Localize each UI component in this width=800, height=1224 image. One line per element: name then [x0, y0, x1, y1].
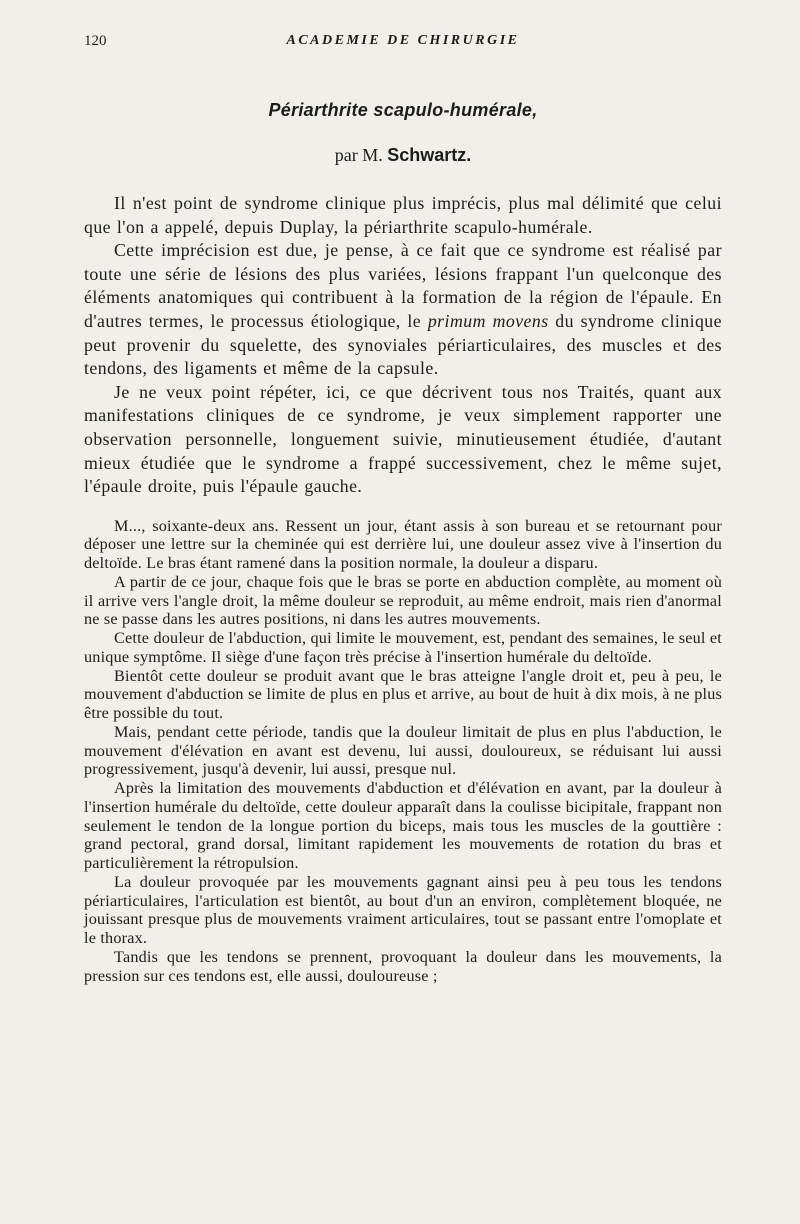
byline	[84, 145, 722, 166]
case-paragraph-2: A partir de ce jour, chaque fois que le bras se porte en abduction complète, au moment où il arrive vers l'angle droit, la même douleur se reproduit, au même endroit, mais rien d'anormal ne se passe dans les autres positions, ni dans les autres mouvements.	[84, 572, 722, 629]
document-page	[84, 30, 722, 985]
case-paragraph-4: Bientôt cette douleur se produit avant que le bras atteigne l'angle droit et, peu à peu, le mouvement d'abduction se limite de plus en plus et arrive, au bout de huit à dix mois, à ne plus être possible du tout.	[84, 666, 722, 723]
case-paragraph-8: Tandis que les tendons se prennent, provoquant la douleur dans les mouvements, la pression sur ces tendons est, elle aussi, douloureuse ;	[84, 947, 722, 985]
case-paragraph-1: M..., soixante-deux ans. Ressent un jour, étant assis à son bureau et se retournant pour déposer une lettre sur la cheminée qui est derrière lui, une douleur assez vive à l'insertion du deltoïde. Le bras étant ramené dans la position normale, la douleur a disparu.	[84, 516, 722, 573]
journal-title: ACADEMIE DE CHIRURGIE	[286, 33, 520, 48]
intro-paragraph-2	[84, 239, 722, 381]
case-paragraph-6: Après la limitation des mouvements d'abduction et d'élévation en avant, par la douleur à l'insertion humérale du deltoïde, cette douleur apparaît dans la coulisse bicipitale, frappant non seulement le tendon de la longue portion du biceps, mais tous les muscles de la gouttière : grand pectoral, grand dorsal, limitant rapidement les mouvements de rotation du bras et particulièrement la rétropulsion.	[84, 779, 722, 873]
case-paragraph-7: La douleur provoquée par les mouvements gagnant ainsi peu à peu tous les tendons périarticulaires, l'articulation est bientôt, au bout d'un an environ, complètement bloquée, ne jouissant presque plus de mouvements vraiment articulaires, tout se passant entre l'omoplate et le thorax.	[84, 872, 722, 948]
intro-paragraph-3: Je ne veux point répéter, ici, ce que décrivent tous nos Traités, quant aux manifestations cliniques de ce syndrome, je veux simplement rapporter une observation personnelle, longuement suivie, minutieusement étudiée, d'autant mieux étudiée que le syndrome a frappé successivement, chez le même sujet, l'épaule droite, puis l'épaule gauche.	[84, 381, 722, 497]
article-title: Périarthrite scapulo-humérale,	[268, 100, 538, 120]
intro-p2-text-after: du syndrome clinique peut provenir du squelette, des synoviales périarticulaires, des muscles et des tendons, des ligaments et même de la capsule.	[84, 310, 722, 379]
case-paragraph-5: Mais, pendant cette période, tandis que la douleur limitait de plus en plus l'abduction, le mouvement d'élévation en avant est devenu, lui aussi, douloureux, se réduisant lui aussi progressivement, jusqu'à devenir, lui aussi, presque nul.	[84, 722, 722, 779]
author-name: Schwartz.	[387, 145, 472, 165]
page-number: 120	[84, 33, 107, 49]
running-header	[84, 30, 722, 52]
case-paragraph-3: Cette douleur de l'abduction, qui limite le mouvement, est, pendant des semaines, le seul et unique symptôme. Il siège d'une façon très précise à l'insertion humérale du deltoïde.	[84, 629, 722, 666]
intro-p2-text-before: Cette imprécision est due, je pense, à ce fait que ce syndrome est réalisé par toute une série de lésions des plus variées, lésions frappant l'un quelconque des éléments anatomiques qui contribuent à la formation de la région de l'épaule. En d'autres termes, le processus étiologique, le	[84, 240, 722, 331]
case-report-section	[84, 517, 722, 986]
latin-term: primum movens	[427, 310, 549, 331]
intro-paragraph-1: Il n'est point de syndrome clinique plus imprécis, plus mal délimité que celui que l'on a appelé, depuis Duplay, la périarthrite scapulo-humérale.	[84, 193, 722, 237]
byline-prefix: par M.	[334, 145, 383, 165]
intro-section	[84, 192, 722, 499]
